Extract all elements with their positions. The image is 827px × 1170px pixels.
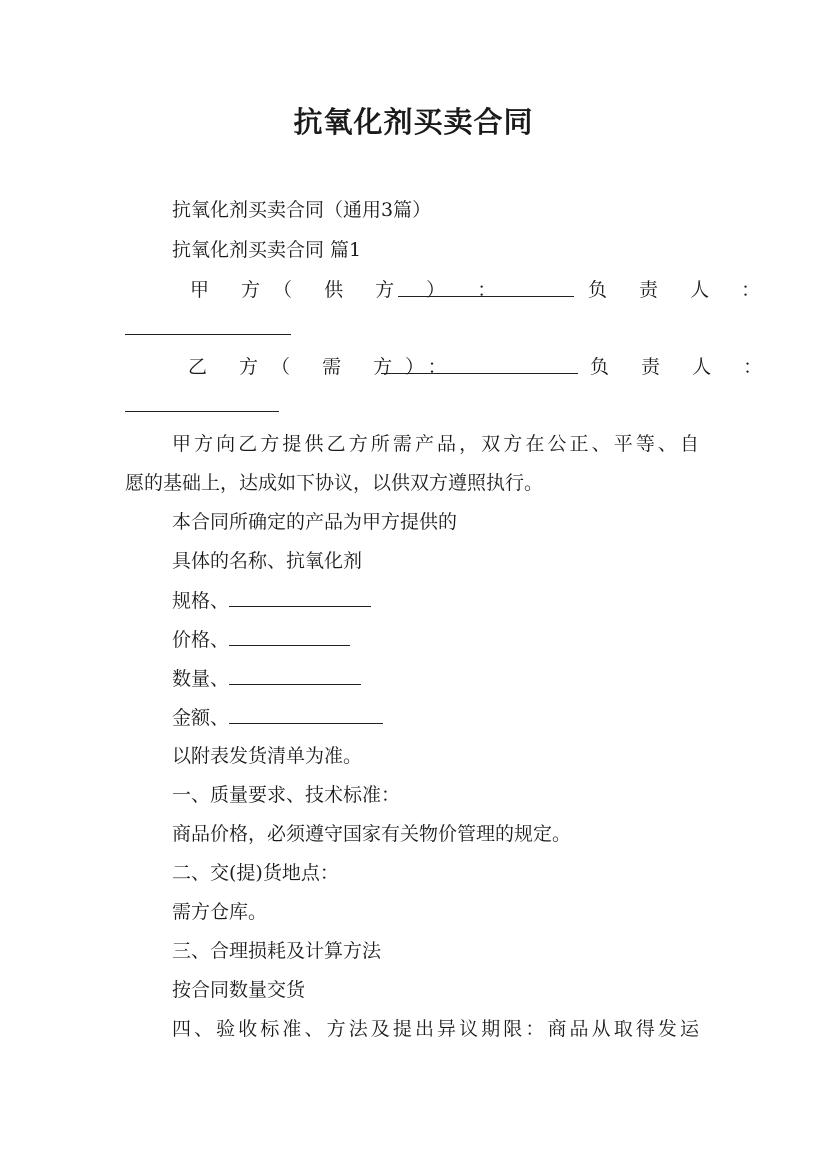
clause-2-title: 二、交(提)货地点： xyxy=(172,862,339,884)
clause-3-title: 三、合理损耗及计算方法 xyxy=(172,940,382,962)
quantity-blank xyxy=(229,666,361,685)
price-label: 价格、 xyxy=(172,629,230,651)
amount-blank xyxy=(229,705,383,724)
clause-1-body: 商品价格，必须遵守国家有关物价管理的规定。 xyxy=(172,823,572,845)
party-a-responsible-label: 负 责 人 ： xyxy=(588,279,774,301)
party-a-responsible-blank-row xyxy=(125,316,291,341)
spec-row xyxy=(172,588,371,613)
product-line-1: 本合同所确定的产品为甲方提供的 xyxy=(172,511,458,533)
party-a-responsible-row xyxy=(588,278,773,302)
intro-line-2: 愿的基础上，达成如下协议，以供双方遵照执行。 xyxy=(125,472,544,494)
document-title: 抗氧化剂买卖合同 xyxy=(293,105,534,139)
party-b-blank xyxy=(381,355,578,380)
party-a-label: 甲 方（ 供 方 ） ： xyxy=(190,279,510,301)
amount-row xyxy=(172,705,383,730)
party-b-responsible-label: 负 责 人 ： xyxy=(590,356,776,378)
section-heading: 抗氧化剂买卖合同 篇1 xyxy=(172,239,362,261)
party-b-responsible-blank-row xyxy=(125,393,279,418)
party-a-responsible-blank xyxy=(125,316,291,335)
quantity-label: 数量、 xyxy=(172,668,230,690)
party-b-responsible-blank xyxy=(125,393,279,412)
product-line-2: 具体的名称、抗氧化剂 xyxy=(172,550,363,572)
quantity-row xyxy=(172,666,361,691)
spec-blank xyxy=(229,588,371,607)
party-b-name-blank xyxy=(381,355,578,374)
party-b-responsible-row xyxy=(590,355,775,379)
intro-line-1: 甲方向乙方提供乙方所需产品，双方在公正、平等、自 xyxy=(172,433,699,455)
party-a-name-blank xyxy=(398,278,574,297)
clause-4-title: 四、验收标准、方法及提出异议期限：商品从取得发运 xyxy=(172,1018,699,1040)
party-b-label: 乙 方（ 需 方）： xyxy=(188,356,460,378)
clause-1-title: 一、质量要求、技术标准： xyxy=(172,784,401,806)
clause-3-body: 按合同数量交货 xyxy=(172,979,306,1001)
attachment-line: 以附表发货清单为准。 xyxy=(172,745,363,767)
amount-label: 金额、 xyxy=(172,707,230,729)
clause-2-body: 需方仓库。 xyxy=(172,901,268,923)
price-blank xyxy=(229,627,350,646)
party-a-blank xyxy=(398,278,574,303)
spec-label: 规格、 xyxy=(172,590,230,612)
price-row xyxy=(172,627,350,652)
document-subtitle: 抗氧化剂买卖合同（通用3篇） xyxy=(172,199,432,221)
